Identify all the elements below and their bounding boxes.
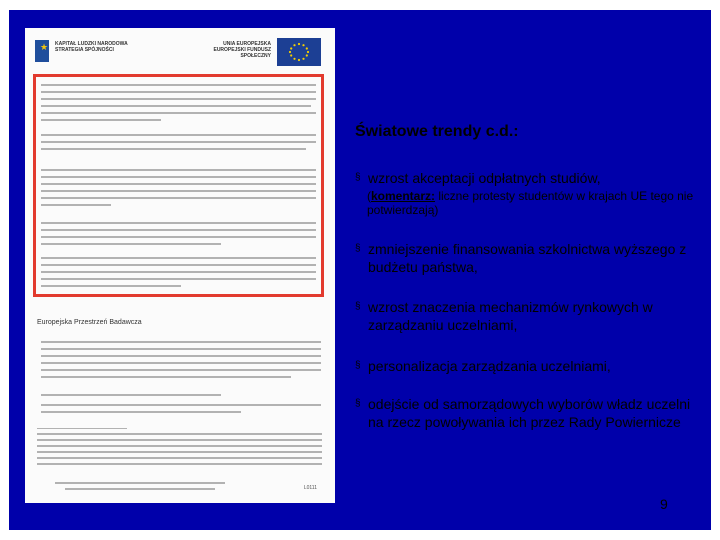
text-line — [41, 204, 111, 206]
text-line — [41, 169, 316, 171]
bullet-item — [355, 298, 695, 334]
slide-title: Światowe trendy c.d.: — [355, 123, 519, 140]
text-line — [41, 341, 321, 343]
footnote-divider — [37, 428, 127, 429]
footnote-line — [37, 433, 322, 435]
text-line — [41, 91, 316, 93]
bullet-icon: § — [355, 360, 361, 371]
text-line — [41, 411, 241, 413]
page-number: 9 — [660, 496, 668, 512]
text-line — [41, 197, 316, 199]
text-line — [41, 183, 316, 185]
eu-flag-icon — [277, 38, 321, 66]
bullet-text: wzrost znaczenia mechanizmów rynkowych w zarządzaniu uczelniami, — [368, 299, 653, 333]
text-line — [41, 394, 221, 396]
star-icon: ★ — [40, 42, 49, 52]
text-line — [41, 285, 181, 287]
bullet-item — [355, 395, 695, 431]
footnote-line — [37, 445, 322, 447]
footer-line — [55, 482, 225, 484]
text-line — [41, 98, 316, 100]
logo-left-text: KAPITAŁ LUDZKI NARODOWA STRATEGIA SPÓJNOŚCI — [55, 41, 128, 53]
text-line — [41, 134, 316, 136]
text-line — [41, 229, 316, 231]
text-line — [41, 264, 316, 266]
bullet-text: zmniejszenie finansowania szkolnictwa wyższego z budżetu państwa, — [368, 241, 687, 275]
text-line — [41, 105, 311, 107]
text-line — [41, 257, 316, 259]
bullet-icon: § — [355, 172, 361, 183]
document-page-image — [25, 28, 335, 503]
text-line — [41, 362, 321, 364]
document-header — [25, 28, 335, 70]
footnote-line — [37, 439, 322, 441]
text-line — [41, 190, 316, 192]
text-line — [41, 348, 321, 350]
footnote-line — [37, 463, 322, 465]
text-line — [41, 84, 316, 86]
text-line — [41, 222, 316, 224]
document-section-heading: Europejska Przestrzeń Badawcza — [37, 319, 142, 326]
comment-note — [367, 189, 707, 217]
document-page-label: L0111 — [303, 485, 317, 491]
text-line — [41, 141, 316, 143]
bullet-item — [355, 357, 695, 375]
text-line — [41, 369, 321, 371]
text-line — [41, 176, 316, 178]
bullet-item — [355, 169, 695, 187]
text-line — [41, 355, 321, 357]
bullet-icon: § — [355, 243, 361, 254]
bullet-text: odejście od samorządowych wyborów władz uczelni na rzecz powoływania ich przez Rady Powiernicze — [368, 396, 691, 430]
bullet-text: personalizacja zarządzania uczelniami, — [368, 358, 611, 374]
text-line — [41, 243, 221, 245]
bullet-icon: § — [355, 301, 361, 312]
text-line — [41, 404, 321, 406]
bullet-text: wzrost akceptacji odpłatnych studiów, — [368, 170, 601, 186]
text-line — [41, 148, 306, 150]
text-line — [41, 271, 316, 273]
text-line — [41, 278, 316, 280]
footnote-line — [37, 457, 322, 459]
bullet-item — [355, 240, 695, 276]
comment-keyword: komentarz: — [371, 189, 436, 203]
footnote-line — [37, 451, 322, 453]
text-line — [41, 112, 316, 114]
comment-open-paren: ( — [367, 189, 371, 203]
text-line — [41, 119, 161, 121]
eu-logo-text: UNIA EUROPEJSKA EUROPEJSKI FUNDUSZ SPOŁECZNY — [213, 41, 271, 59]
text-line — [41, 236, 316, 238]
text-line — [41, 376, 291, 378]
footer-line — [65, 488, 215, 490]
comment-text: liczne protesty studentów w krajach UE tego nie potwierdzają) — [367, 189, 694, 217]
bullet-icon: § — [355, 398, 361, 409]
